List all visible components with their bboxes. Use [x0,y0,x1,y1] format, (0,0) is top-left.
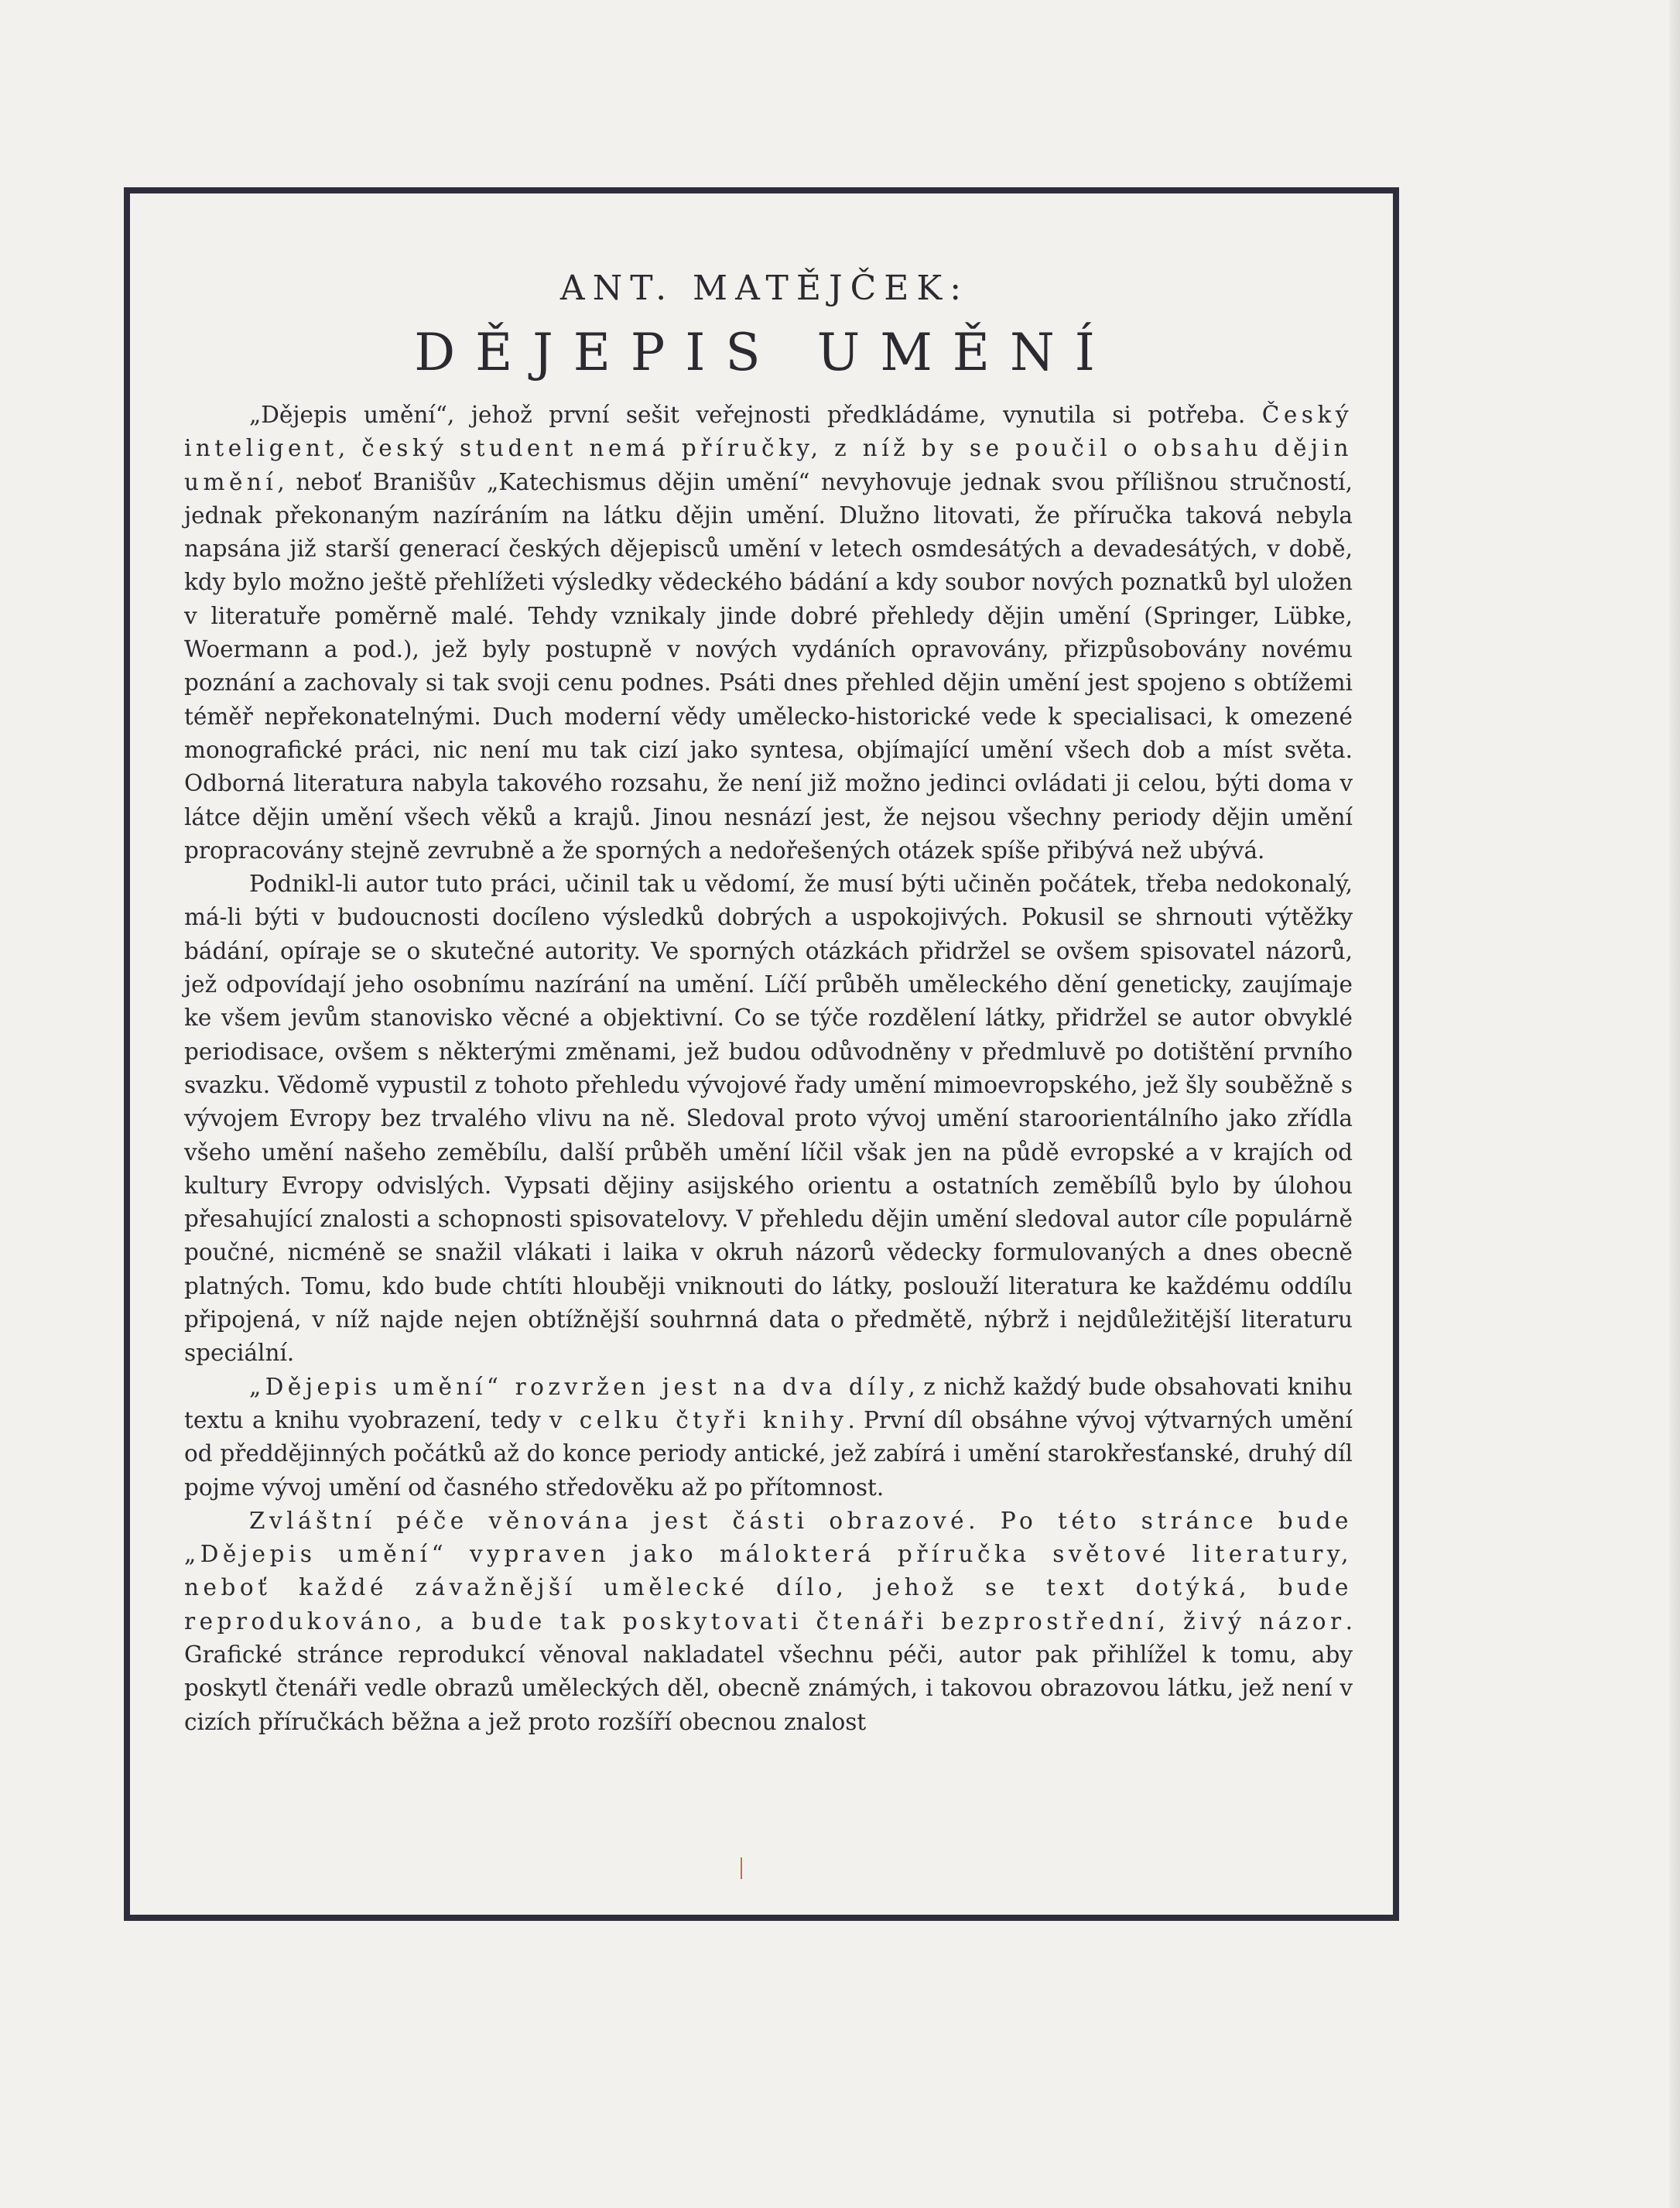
text-run: . Grafické stránce reprodukcí věnoval nakladatel všechnu péči, autor pak přihlížel k tomu, aby poskytl čtenáři vedle obrazů uměleckých děl, obecně známých, i takovou obrazovou látku, jež není v cizích příručkách běžna a jež proto rozšíří obecnou znalost [184,1607,1353,1735]
page-title: DĚJEPIS UMĚNÍ [414,323,1115,382]
spaced-emphasis: „Dějepis umění“ rozvržen jest na dva díly [249,1373,908,1400]
author-heading: ANT. MATĚJČEK: [559,269,970,308]
page-edge [1669,0,1680,2208]
paragraph [184,399,1353,868]
text-run: Podnikl-li autor tuto práci, učinil tak u vědomí, že musí býti učiněn počátek, třeba nedokonalý, má-li býti v budoucnosti docíleno výsledků dobrých a uspokojivých. Pokusil se shrnouti výtěžky bádání, opíraje se o skutečné autority. Ve sporných otázkách přidržel se ovšem spisovatel názorů, jež odpovídají jeho osobnímu nazírání na umění. Líčí průběh uměleckého dění geneticky, zaujímaje ke všem jevům stanovisko věcné a objektivní. Co se týče rozdělení látky, přidržel se autor obvyklé periodisace, ovšem s některými změnami, jež budou odůvodněny v předmluvě po dotištění prvního svazku. Vědomě vypustil z tohoto přehledu vývojové řady umění mimoevropského, jež šly souběžně s vývojem Evropy bez trvalého vlivu na ně. Sledoval proto vývoj umění staroorientálního jako zřídla všeho umění našeho zeměbílu, další průběh umění líčil však jen na půdě evropské a v krajích od kultury Evropy odvislých. Vypsati dějiny asijského orientu a ostatních zeměbílů bylo by úlohou přesahující znalosti a schopnosti spisovatelovy. V přehledu dějin umění sledoval autor cíle populárně poučné, nicméně se snažil vlákati i laika v okruh názorů vědecky formulovaných a dnes obecně platných. Tomu, kdo bude chtíti hlouběji vniknouti do látky, poslouží literatura ke každému oddílu připojená, v níž najde nejen obtížnější souhrnná data o předmětě, nýbrž i nejdůležitější literaturu speciální. [184,871,1353,1367]
paragraph [184,868,1353,1370]
spaced-emphasis: v celku čtyři knihy [549,1406,848,1433]
text-run: „Dějepis umění“, jehož první sešit veřejnosti předkládáme, vynutila si potřeba. [249,402,1262,428]
body-text [184,399,1353,1739]
registration-mark [741,1857,742,1879]
paragraph [184,1371,1353,1505]
spaced-emphasis: Český inteligent, český student nemá příručky, z níž by se poučil o obsahu dějin umění [184,402,1353,495]
spaced-emphasis: Zvláštní péče věnována jest části obrazové. Po této stránce bude „Dějepis umění“ vypraven jako málokterá příručka světové literatury, neboť každé závažnější umělecké dílo, jehož se text dotýká, bude reprodukováno, a bude tak poskytovati čtenáři bezprostřední, živý názor [184,1507,1353,1635]
text-run: , neboť Branišův „Katechismus dějin umění“ nevyhovuje jednak svou přílišnou stručností, jednak překonaným nazíráním na látku dějin umění. Dlužno litovati, že příručka taková nebyla napsána již starší generací českých dějepisců umění v letech osmdesátých a devadesátých, v době, kdy bylo možno ještě přehlížeti výsledky vědeckého bádání a kdy soubor nových poznatků byl uložen v literatuře poměrně malé. Tehdy vznikaly jinde dobré přehledy dějin umění (Springer, Lübke, Woermann a pod.), jež byly postupně v nových vydáních opravovány, přizpůsobovány novému poznání a zachovaly si tak svoji cenu podnes. Psáti dnes přehled dějin umění jest spojeno s obtížemi téměř nepřekonatelnými. Duch moderní vědy umělecko-historické vede k specialisaci, k omezené monografické práci, nic není mu tak cizí jako syntesa, objímající umění všech dob a míst světa. Odborná literatura nabyla takového rozsahu, že není již možno jedinci ovládati ji celou, býti doma v látce dějin umění všech věků a krajů. Jinou nesnází jest, že nejsou všechny periody dějin umění propracovány stejně zevrubně a že sporných a nedořešených otázek spíše přibývá než ubývá. [184,468,1353,864]
paragraph [184,1505,1353,1739]
text-run: , z nichž každý bude obsahovati knihu textu a knihu vyobrazení, tedy [184,1373,1353,1433]
text-run: . První díl obsáhne vývoj výtvarných umění od předdějinných počátků až do konce periody antické, jež zabírá i umění starokřesťanské, druhý díl pojme vývoj umění od časného středověku až po přítomnost. [184,1406,1353,1501]
